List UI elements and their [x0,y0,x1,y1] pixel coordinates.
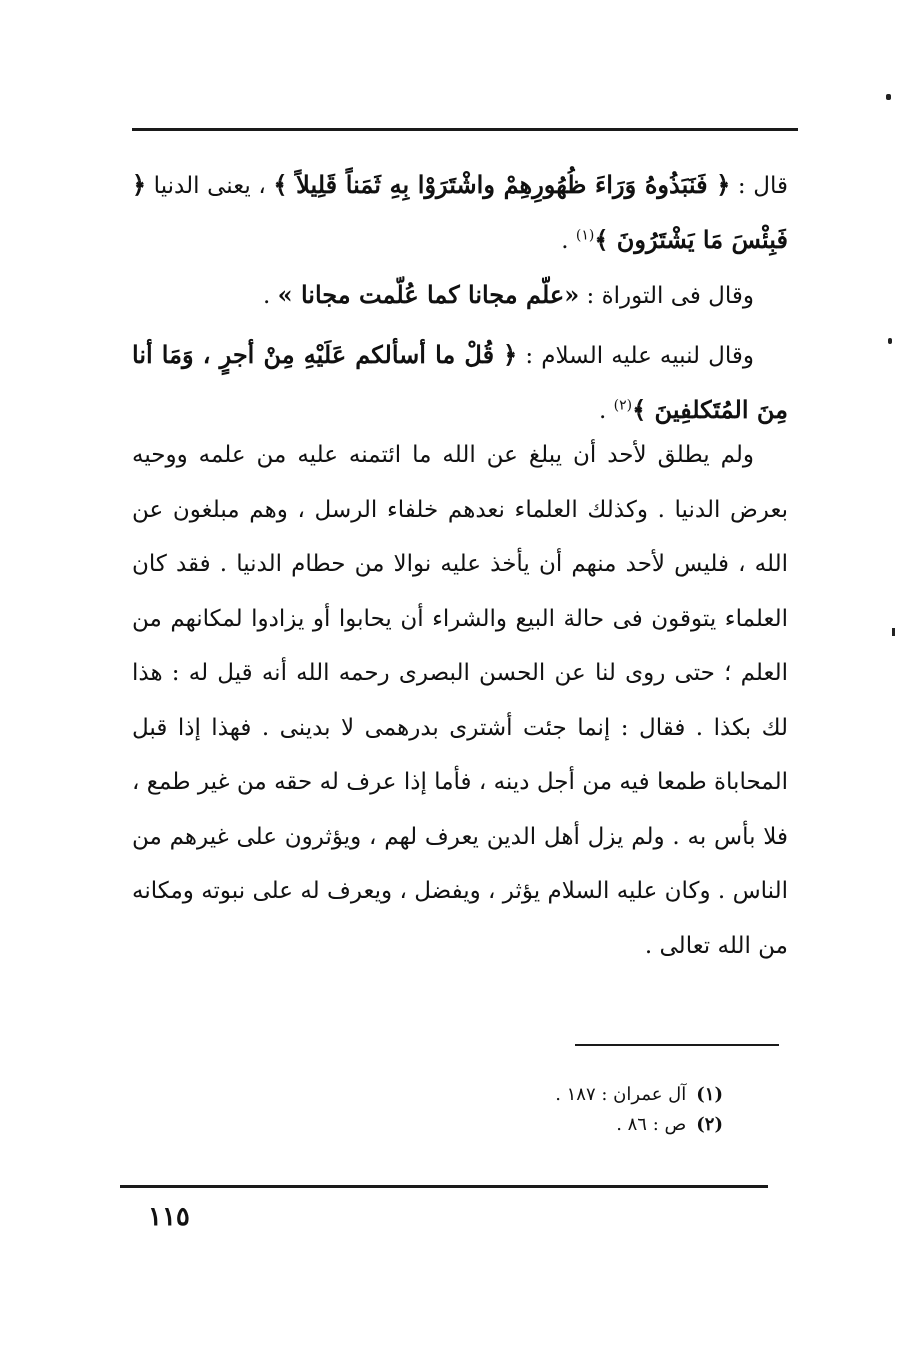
quote1-lead: قال : [730,173,788,199]
bottom-rule [120,1185,768,1188]
page-number: ١١٥ [148,1202,190,1232]
quote1-mid: ، يعنى الدنيا [146,173,274,199]
quote3-lead: وقال لنبيه عليه السلام : [517,343,754,369]
body-paragraph [132,428,788,973]
quote2-lead: وقال فى التوراة : [579,283,754,309]
quote2-end: . [262,283,278,309]
top-rule [132,128,798,131]
quote-paragraph-2 [132,268,788,323]
footnote-1-text: آل عمران : ١٨٧ . [555,1084,687,1105]
footnote-1 [555,1080,723,1110]
footnote-separator [575,1044,779,1046]
quote1-end: . [561,228,576,254]
quote-paragraph-1 [132,158,788,268]
footnote-1-number: (١) [696,1084,723,1105]
quote1-verse-2: ﴿ فَبِئْسَ مَا يَشْتَرُونَ ﴾ [132,170,788,254]
footnote-2 [616,1110,723,1140]
quote3-end: . [599,398,614,424]
quote3-verse: ﴿ قُلْ ما أسألكم عَلَيْهِ مِنْ أجرٍ ، وَمَا أنا مِنَ المُتَكلفِينَ ﴾ [132,340,788,424]
scan-speck [888,338,892,344]
quote-paragraph-3 [132,328,788,438]
scan-speck [892,628,895,636]
footnote-ref-2: (٢) [613,397,633,414]
body-paragraph-text: ولم يطلق لأحد أن يبلغ عن الله ما ائتمنه عليه من علمه ووحيه بعرض الدنيا . وكذلك العلماء نعدهم خلفاء الرسل ، وهم مبلغون عن الله ، فليس لأحد منهم أن يأخذ عليه نوالا من حطام الدنيا . فقد كان العلماء يتوقون فى حالة البيع والشراء أن يحابوا أو يزادوا لمكانهم من العلم ؛ حتى روى لنا عن الحسن البصرى رحمه الله أنه قيل له : هذا لك بكذا . فقال : إنما جئت أشترى بدرهمى لا بدينى . فهذا إذا قبل المحاباة طمعا فيه من أجل دينه ، فأما إذا عرف له حقه من غير طمع ، فلا بأس به . ولم يزل أهل الدين يعرف لهم ، ويؤثرون على غيرهم من الناس . وكان عليه السلام يؤثر ، ويفضل ، ويعرف له على نبوته ومكانه من الله تعالى . [132,442,788,959]
footnote-ref-1: (١) [575,227,595,244]
footnote-2-text: ص : ٨٦ . [616,1114,687,1135]
quote1-verse: ﴿ فَنَبَذُوهُ وَرَاءَ ظُهُورِهِمْ واشْتَرَوْا بِهِ ثَمَناً قَلِيلاً ﴾ [273,170,731,199]
scan-speck [886,94,891,100]
footnote-2-number: (٢) [696,1114,723,1135]
quote2-text: «علّم مجانا كما عُلّمت مجانا » [277,280,580,309]
